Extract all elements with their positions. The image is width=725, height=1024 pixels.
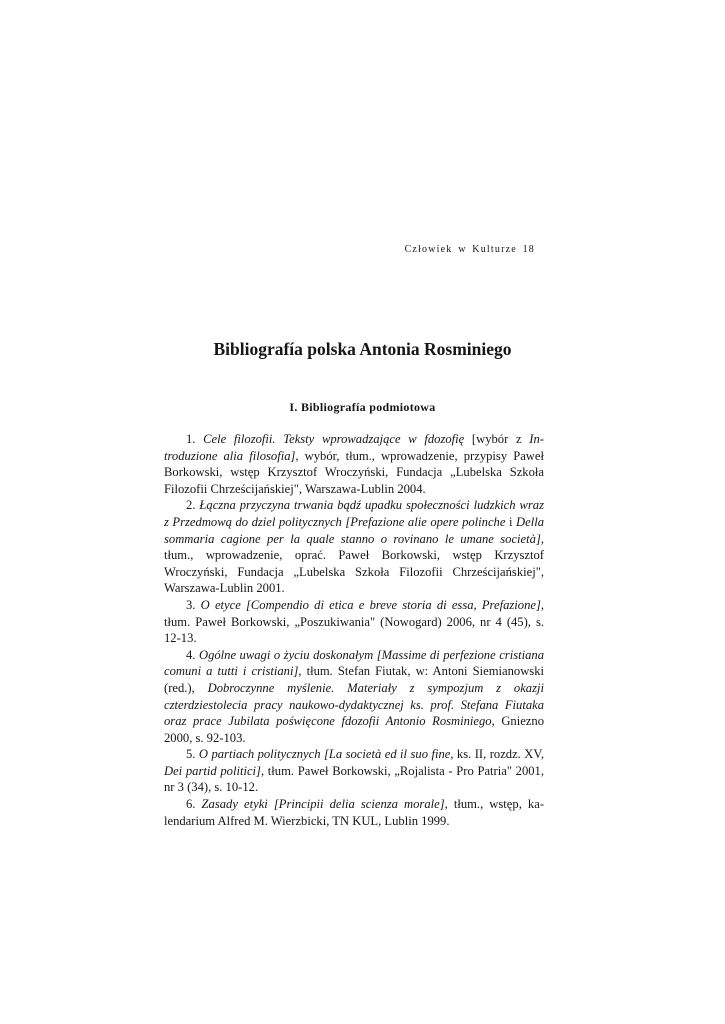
- running-head: Człowiek w Kulturze 18: [404, 244, 535, 255]
- entry-number: 6.: [186, 797, 196, 812]
- entry-original-title: Della sommaria cagione per la quale stanno o rovinano le umane società],: [164, 514, 544, 546]
- entry-publication: tłum. Paweł Borkowski, „Rojalista - Pro Patria" 2001, nr 3 (34), s. 10-12.: [164, 763, 544, 795]
- entry-original-title: Dei partid politici],: [164, 763, 265, 778]
- entry-text: tłum. Stefan Fiutak, w: Antoni Siemianowski (red.),: [164, 664, 544, 695]
- entry-book-title: Dobroczynne myślenie. Materiały z sympozjum z okazji czterdziestolecia pracy naukowo-dydaktycznej ks. prof. Stefana Fiutaka oraz prace Jubilata poświęcone fdozofii Antonio Rosminiego,: [164, 680, 544, 729]
- entry-number: 1.: [186, 432, 196, 446]
- entry-number: 4.: [186, 647, 196, 662]
- entry-title: Ogólne uwagi o życiu doskonałym [Massime di perfezione cristiana comuni a tutti i cristiani],: [164, 647, 544, 679]
- bibliography-entry: [164, 796, 544, 829]
- bibliography-list: [164, 431, 544, 829]
- entry-title: O partiach politycznych [La società ed il suo fine,: [198, 747, 454, 762]
- bibliography-entry: [164, 597, 544, 647]
- entry-text: ks. II, rozdz. XV,: [453, 747, 544, 762]
- entry-text: [wybór z: [464, 432, 530, 446]
- entry-publication: wybór, tłum., wprowadzenie, przypisy Paweł Borkowski, wstęp Krzysztof Wroczyński, Fundacja „Lubelska Szkoła Filozofii Chrześcijańskiej", Warszawa-Lublin 2004.: [164, 448, 544, 496]
- section-heading: I. Bibliografía podmiotowa: [289, 400, 436, 414]
- entry-title: Zasady etyki [Principii delia scienza morale],: [201, 797, 448, 812]
- bibliography-entry: [164, 497, 544, 597]
- entry-title: Łączna przyczyna trwania bądź upadku społeczności ludzkich wraz z Przedmową do dziel politycznych [Prefazione alie opere polinche: [164, 498, 544, 529]
- page-title: Bibliografía polska Antonia Rosminiego: [213, 339, 512, 359]
- entry-title: O etyce [Compendio di etica e breve storia di essa, Prefazione],: [200, 597, 545, 612]
- entry-number: 5.: [186, 747, 196, 762]
- entry-original-title: Introduzione alia filosofia],: [164, 432, 544, 463]
- bibliography-entry: [164, 431, 544, 497]
- bibliography-entry: [164, 647, 544, 747]
- entry-number: 2.: [186, 498, 196, 513]
- entry-publication: tłum., wprowadzenie, oprać. Paweł Borkowski, wstęp Krzysztof Wroczyński, Fundacja „Lubelska Szkoła Filozofii Chrześcijańskiej", Warszawa-Lublin 2001.: [164, 548, 544, 596]
- entry-text: i: [505, 514, 517, 529]
- entry-publication: Gniezno 2000, s. 92-103.: [164, 714, 544, 745]
- bibliography-entry: [164, 746, 544, 796]
- entry-publication: tłum. Paweł Borkowski, „Poszukiwania" (Nowogard) 2006, nr 4 (45), s. 12-13.: [164, 614, 544, 646]
- entry-publication: tłum., wstęp, kalendarium Alfred M. Wierzbicki, TN KUL, Lublin 1999.: [164, 797, 545, 828]
- entry-number: 3.: [186, 597, 196, 612]
- entry-title: Cele filozofii. Teksty wprowadzające w fdozofię: [203, 432, 465, 446]
